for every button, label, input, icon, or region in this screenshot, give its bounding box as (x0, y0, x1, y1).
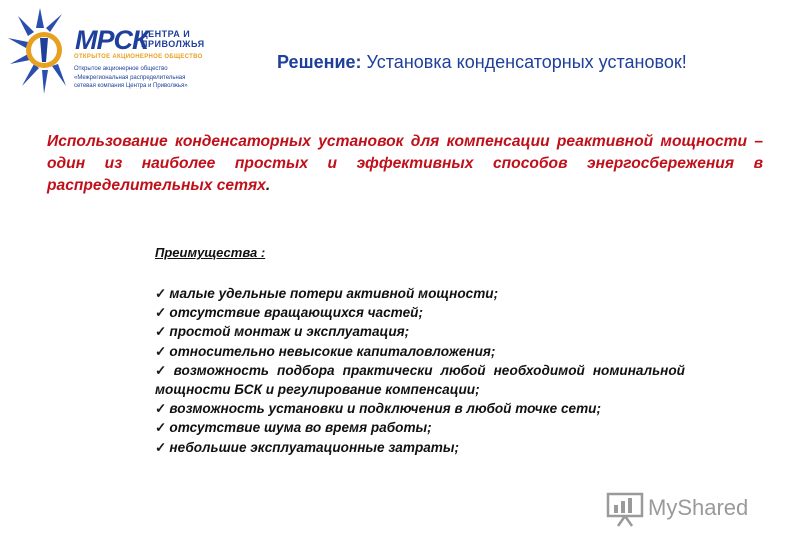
watermark-text: MyShared (648, 495, 749, 520)
intro-text: Использование конденсаторных установок для компенсации реактивной мощности – один из наиболее простых и эффективных способов энергосбережения в распределительных сетях (47, 133, 763, 194)
watermark (606, 491, 776, 531)
list-item (155, 342, 685, 361)
checkmark-icon: ✓ (155, 401, 167, 417)
checkmark-icon: ✓ (155, 420, 167, 436)
slide-title-prefix: Решение: (277, 52, 362, 72)
sun-logo-icon (4, 2, 76, 100)
logo-brand-line2: ПРИВОЛЖЬЯ (141, 39, 205, 49)
list-item-text: малые удельные потери активной мощности; (169, 286, 499, 301)
checkmark-icon: ✓ (155, 439, 167, 455)
presentation-board-icon (606, 491, 644, 527)
checkmark-icon: ✓ (155, 286, 167, 301)
logo-description (74, 65, 214, 91)
advantages-list (155, 284, 685, 457)
list-item-text: возможность установки и подключения в любой точке сети; (169, 401, 601, 417)
intro-paragraph (47, 131, 763, 197)
slide-title (277, 52, 687, 73)
list-item-text: отсутствие вращающихся частей; (169, 305, 423, 321)
list-item (155, 418, 685, 437)
logo-brand: МРСК (75, 25, 148, 55)
logo-description-line3: сетевая компания Центра и Приволжья» (74, 83, 188, 89)
list-item-text: относительно невысокие капиталовложения; (169, 343, 496, 359)
advantages-heading: Преимущества : (155, 245, 266, 260)
logo-company-type: ОТКРЫТОЕ АКЦИОНЕРНОЕ ОБЩЕСТВО (74, 54, 203, 60)
checkmark-icon: ✓ (155, 305, 167, 321)
list-item-text: возможность подбора практически любой необходимой номинальной мощности БСК и регулирование компенсации; (155, 362, 685, 398)
intro-end: . (265, 177, 271, 194)
list-item-text: отсутствие шума во время работы; (169, 420, 432, 436)
checkmark-icon: ✓ (155, 362, 171, 378)
list-item (155, 284, 685, 303)
list-item-text: простой монтаж и эксплуатация; (169, 324, 410, 340)
list-item (155, 438, 685, 457)
logo-description-line2: «Межрегиональная распределительная (74, 74, 186, 81)
list-item (155, 399, 685, 418)
checkmark-icon: ✓ (155, 324, 167, 340)
logo-description-line1: Открытое акционерное общество (74, 66, 168, 72)
slide-title-text: Установка конденсаторных установок! (361, 52, 687, 72)
company-logo (4, 2, 212, 100)
list-item (155, 303, 685, 322)
logo-brand-line1: ЦЕНТРА И (141, 29, 191, 39)
list-item (155, 361, 685, 399)
list-item (155, 322, 685, 341)
logo-brand-region (141, 29, 205, 49)
checkmark-icon: ✓ (155, 343, 167, 359)
list-item-text: небольшие эксплуатационные затраты; (169, 439, 460, 455)
